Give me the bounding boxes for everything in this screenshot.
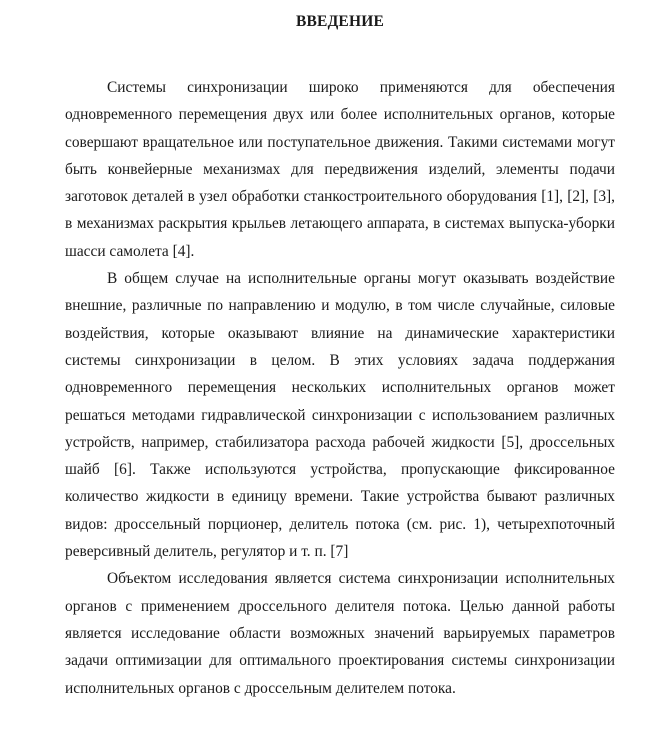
page-title: ВВЕДЕНИЕ (295, 13, 385, 30)
paragraph-intro: Системы синхронизации широко применяются для обеспечения одновременного перемещения двух или более исполнительных органов, которые совершают вращательное или поступательное движения. Такими системами могут быть конвейерные механизмах для передвижения изделий, элементы подачи заготовок деталей в узел обработки станкостроительного оборудования [1], [2], [3], в механизмах раскрытия крыльев летающего аппарата, в системах выпуска-уборки шасси самолета [4]. (65, 79, 615, 260)
paragraph-external-forces: В общем случае на исполнительные органы могут оказывать воздействие внешние, различные по направлению и модулю, в том числе случайные, силовые воздействия, которые оказывают влияние на динамические характеристики системы синхронизации в целом. В этих условиях задача поддержания одновременного перемещения нескольких исполнительных органов может решаться методами гидравлической синхронизации с использованием различных устройств, например, стабилизатора расхода рабочей жидкости [5], дроссельных шайб [6]. Также используются устройства, пропускающие фиксированное количество жидкости в единицу времени. Такие устройства бывают различных видов: дроссельный порционер, делитель потока (см. рис. 1), четырехпоточный реверсивный делитель, регулятор и т. п. [7] (65, 270, 615, 561)
paragraph-research-object: Объектом исследования является система синхронизации исполнительных органов с применением дроссельного делителя потока. Целью данной работы является исследование области возможных значений варьируемых параметров задачи оптимизации для оптимального проектирования системы синхронизации исполнительных органов с дроссельным делителем потока. (65, 570, 615, 697)
document-page (65, 0, 615, 702)
document-body (65, 74, 615, 702)
